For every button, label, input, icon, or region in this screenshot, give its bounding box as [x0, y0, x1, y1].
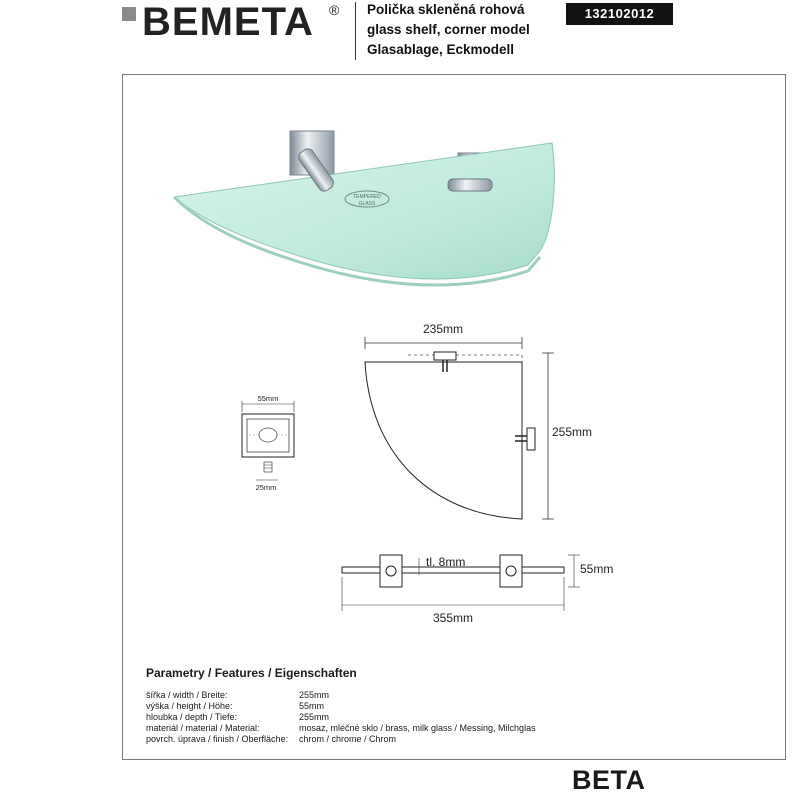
model-name: BETA	[572, 765, 646, 795]
bracket-top-view	[434, 352, 456, 360]
stamp-text-2: GLASS	[358, 201, 376, 207]
spec-value: mosaz, mléčné sklo / brass, milk glass / Messing, Milchglas	[299, 723, 536, 733]
spec-label: materiál / material / Material:	[146, 723, 260, 733]
thickness-label: tl. 8mm	[426, 555, 466, 569]
bracket-drawing	[236, 390, 302, 500]
bracket-side-view	[527, 428, 535, 450]
title-english: glass shelf, corner model	[367, 22, 530, 37]
spec-value: 55mm	[299, 701, 325, 711]
logo-square	[122, 7, 136, 21]
stamp-text-1: TEMPERED	[353, 194, 381, 200]
spec-heading: Parametry / Features / Eigenschaften	[146, 666, 357, 680]
shelf-outline	[365, 362, 522, 519]
header-divider	[355, 2, 356, 60]
front-height-label: 55mm	[580, 562, 614, 576]
depth-label: 255mm	[552, 425, 593, 439]
product-code: 132102012	[566, 3, 673, 25]
bracket-width-label: 55mm	[257, 394, 279, 403]
title-german: Glasablage, Eckmodell	[367, 42, 515, 57]
glass-shelf	[174, 143, 554, 279]
front-view-drawing	[330, 545, 630, 630]
title-czech: Polička skleněná rohová	[367, 2, 525, 17]
spec-value: 255mm	[299, 690, 330, 700]
spec-label: výška / height / Höhe:	[146, 701, 233, 711]
bracket-depth-label: 25mm	[255, 483, 277, 492]
registered-mark: ®	[329, 2, 340, 18]
spec-value: chrom / chrome / Chrom	[299, 734, 397, 744]
width-label: 235mm	[422, 322, 464, 336]
top-view-drawing	[330, 315, 620, 530]
bracket-plate	[242, 414, 294, 457]
brand-logo: BEMETA	[142, 0, 314, 44]
spec-value: 255mm	[299, 712, 330, 722]
spec-label: povrch. úprava / finish / Oberfläche:	[146, 734, 289, 744]
spec-label: šířka / width / Breite:	[146, 690, 228, 700]
clamp-right	[448, 179, 492, 191]
length-label: 355mm	[432, 611, 474, 625]
spec-label: hloubka / depth / Tiefe:	[146, 712, 238, 722]
product-photo	[160, 115, 600, 305]
